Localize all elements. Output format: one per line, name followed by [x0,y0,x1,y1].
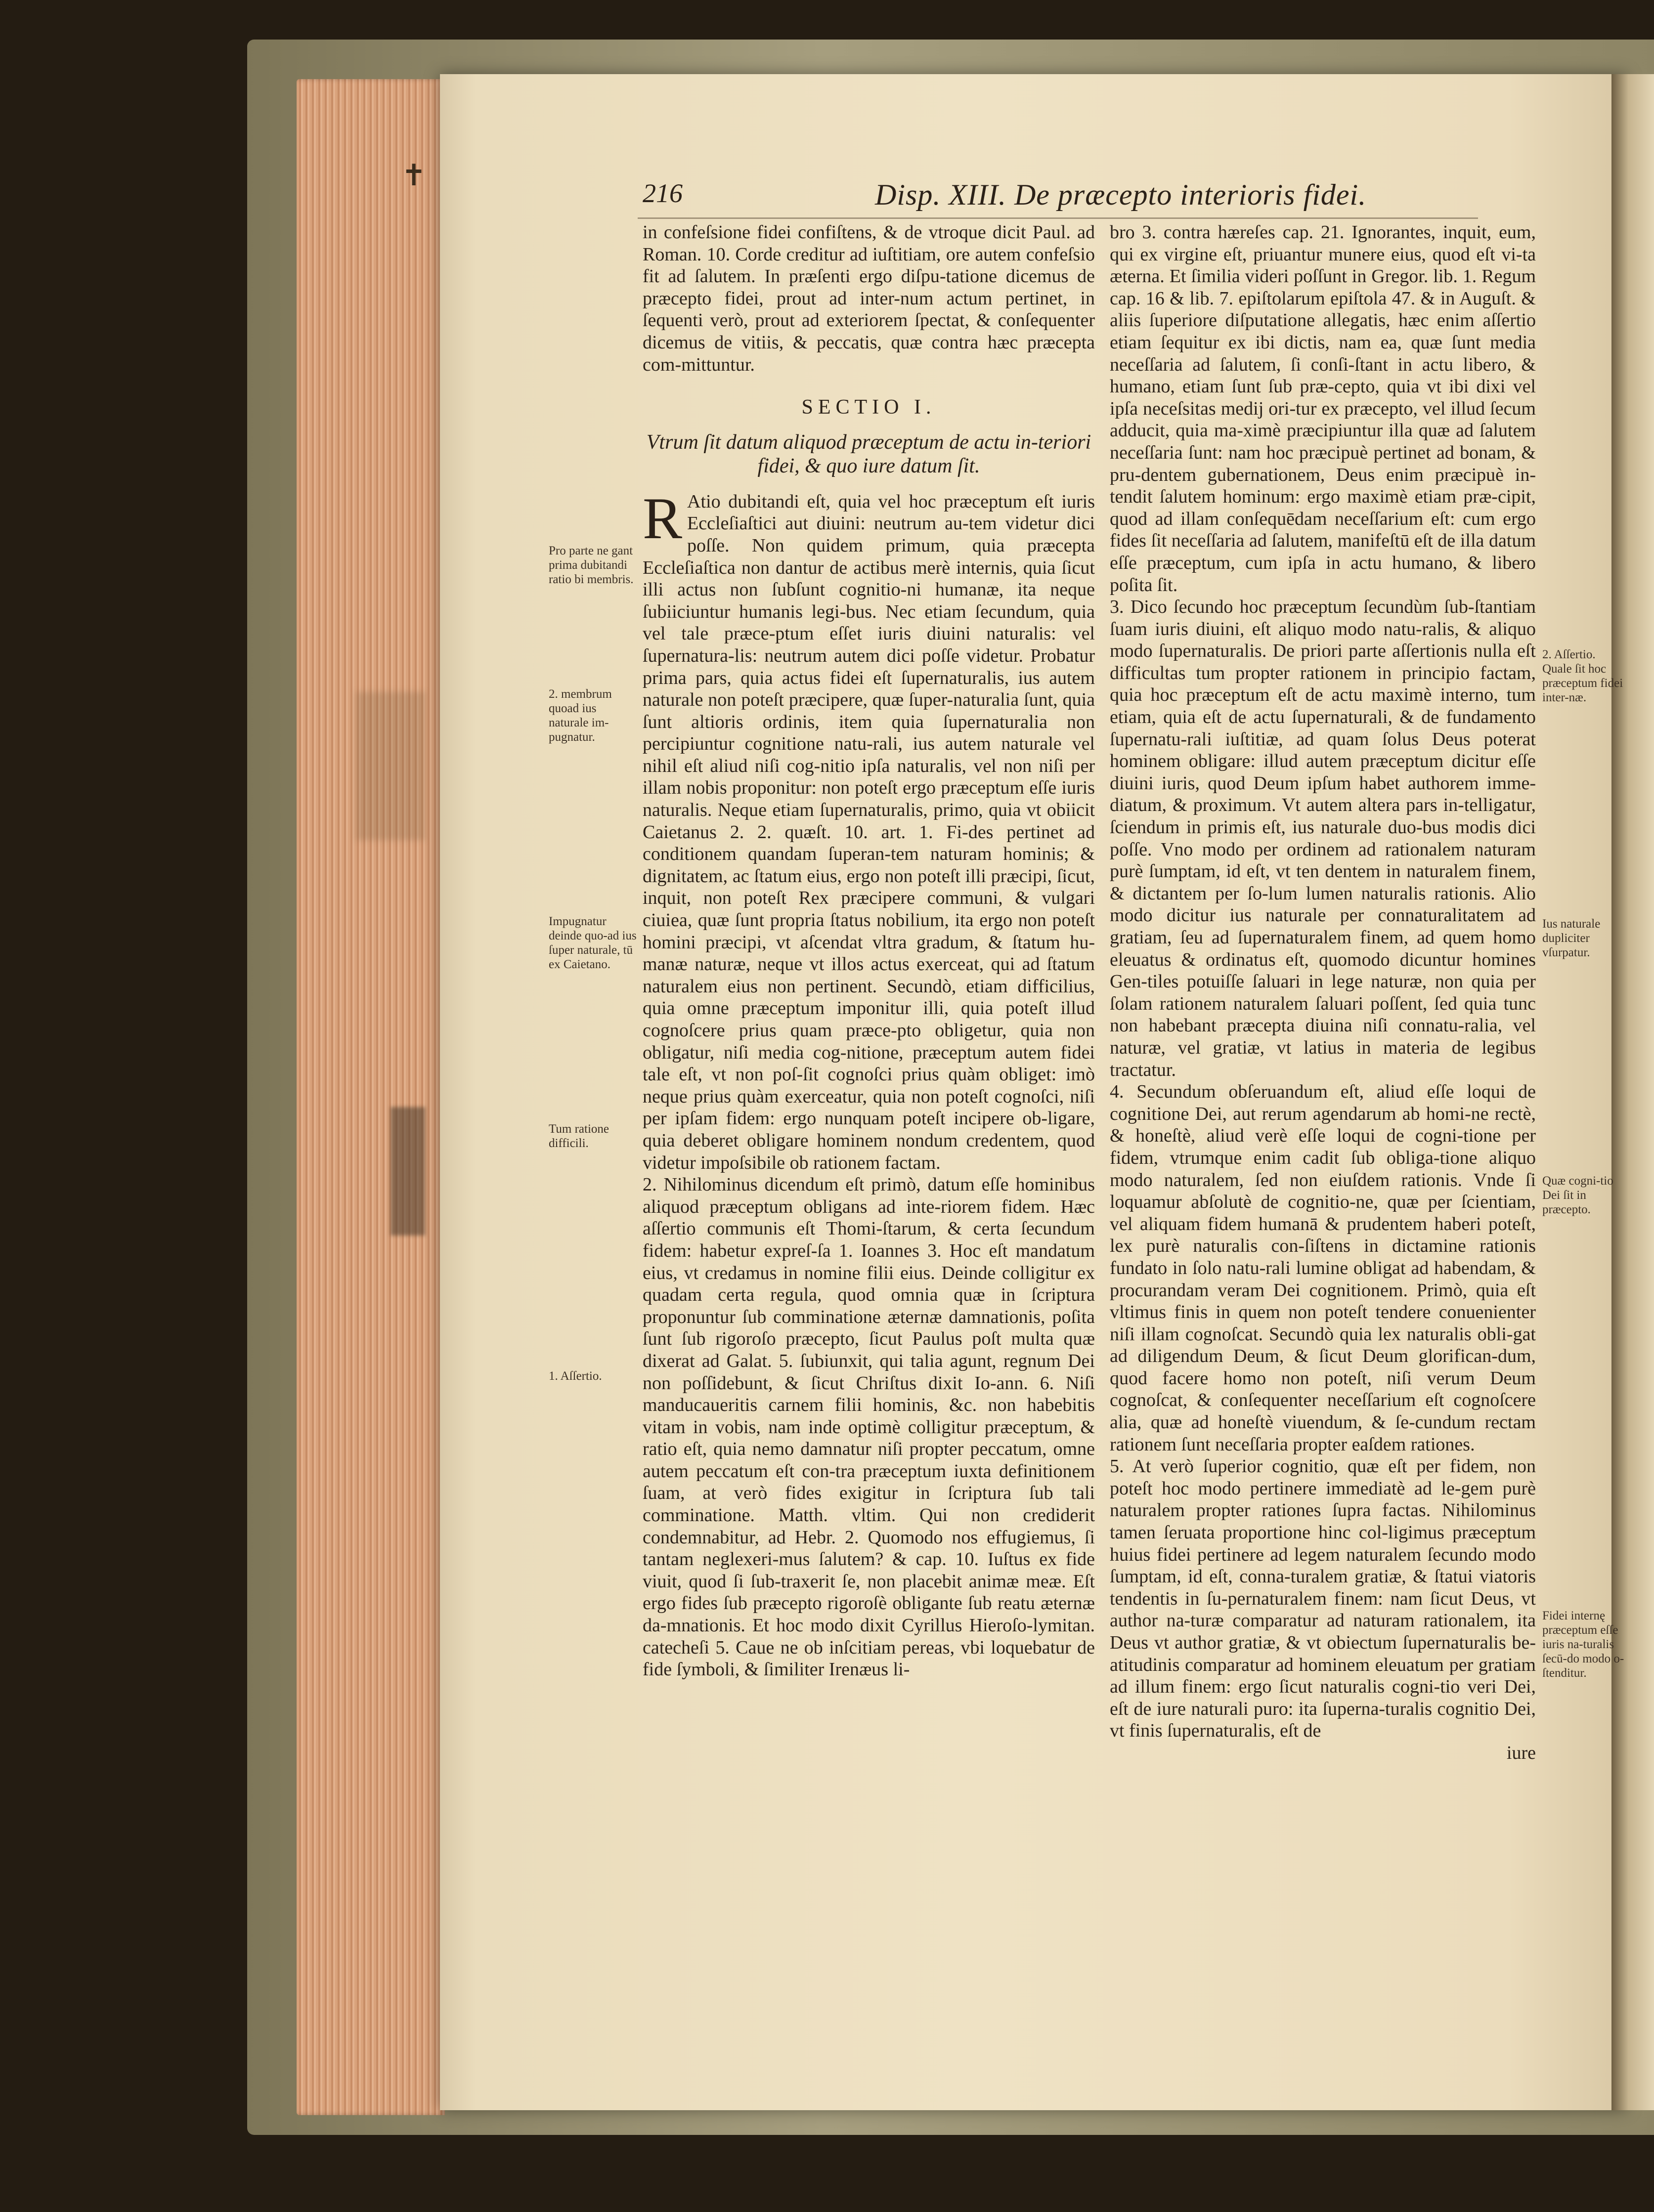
paragraph-continued: bro 3. contra hæreſes cap. 21. Ignorantes, inquit, eum, qui ex virgine eſt, priuantur munere eius, quod eſt vi-ta æterna. Et ſimilia videri poſſunt in Gregor. lib. 1. Regum cap. 16 & lib. 7. epiſtolarum epiſtola 47. & in Auguſt. & aliis ſuperiore diſputatione allegatis, hæc enim aſſertio etiam ſequitur ex ibi dictis, nam ea, quæ ſunt media neceſſaria ad ſalutem, ſi conſi-ſtant in actu libero, & humano, etiam ſunt ſub præ-cepto, quia vt ibi dixi vel ipſa neceſsitas medij ori-tur ex præcepto, vel illud ſecum adducit, quia ma-ximè præcipiuntur illa quæ ad ſalutem neceſſaria ſunt: nam hoc præcipuè pertinet ad bonam, & pru-dentem gubernationem, Deus enim præcipuè in-tendit ſalutem hominum: ergo maximè etiam præ-cipit, quod ad illam conſequēdam neceſſarium eſt: cum ergo fides ſit neceſſaria ad ſalutem, manifeſtū eſt de illa datum eſſe præceptum, cum ipſa in actu humano, & libero poſita ſit. [1110,222,1536,596]
text-column-right [1110,221,1536,1764]
cover-mark-icon: ✝ [401,159,427,192]
paper-stain [356,692,425,840]
paragraph-4: 4. Secundum obſeruandum eſt, aliud eſſe loqui de cognitione Dei, aut rerum agendarum ab homi-ne rectè, & honeſtè, aliud verè eſſe loqui de cogni-tione per fidem, vtrumque enim cadit ſub obliga-tione aliquo modo naturalem, ſed non eiuſdem rationis. Vnde ſi loquamur abſolutè de cognitio-ne, quæ per ſcientiam, vel aliquam fidem humanā & prudentem haberi poteſt, lex purè naturalis con-ſiſtens in dictamine rationis fundato in ſolo natu-rali lumine obligat ad habendam, & procurandam veram Dei cognitionem. Primò, quia eſt vltimus finis in quem non poteſt tendere conuenienter niſi illam cognoſcat. Secundò quia lex naturalis obli-gat ad diligendum Deum, & ſicut Deum glorifican-dum, quod facere homo non poteſt, niſi verum Deum cognoſcat, & conſequenter neceſſarium eſt cognoſcere alia, quæ ad honeſtè viuendum, & ſe-cundum rectam rationem ſunt neceſſaria propter eaſdem rationes. [1110,1081,1536,1455]
paper-stain-dark [391,1107,425,1235]
drop-cap: R [643,485,683,551]
section-heading: SECTIO I. [801,396,936,419]
running-title: Disp. XIII. De præcepto interioris fidei. [875,178,1367,211]
page-edges [297,79,445,2115]
paragraph-5: 5. At verò ſuperior cognitio, quæ eſt per fidem, non poteſt hoc modo pertinere immediatè ad le-gem purè naturalem propter rationes ſupra factas. Nihilominus tamen ſeruata proportione hinc col-ligimus præceptum huius fidei pertinere ad legem naturalem ſecundo modo ſumptam, id eſt, conna-turalem gratiæ, & ſtatui viatoris tendentis in ſu-pernaturalem finem: nam ſicut Deus, vt author na-turæ comparatur ad naturam rationalem, ita Deus vt author gratiæ, & vt obiectum ſupernaturalis be-atitudinis comparatur ad hominem eleuatum per gratiam ad illum finem: ergo ſicut naturalis cogni-tio veri Dei, eſt de iure naturali puro: ita ſuperna-turalis cognitio Dei, vt finis ſupernaturalis, eſt de [1110,1456,1536,1742]
margin-note-right: Fidei internę præceptum eſſe iuris na-turalis ſecū-do modo o-ſtenditur. [1542,1609,1624,1680]
paragraph-text: Atio dubitandi eſt, quia vel hoc præceptum eſt iuris Eccleſiaſtici aut diuini: neutrum au-tem videtur dici poſſe. Non quidem primum, quia præcepta Eccleſiaſtica non dantur de actibus merè internis, quia ſicut illi actus non ſubſunt cognitio-ni humanæ, ita neque ſubiiciuntur humanis legi-bus. Nec etiam ſecundum, quia vel tale præce-ptum eſſet iuris diuini naturalis: vel ſupernatura-lis: neutrum autem dici poſſe videtur. Probatur prima pars, quia actus fidei eſt ſupernaturalis, ius autem naturale non poteſt præcipere, quæ ſuper-naturalia ſunt, quia ſunt altioris ordinis, item quia ſupernaturalia non percipiuntur cognitione natu-rali, ius autem naturale vel nihil eſt aliud niſi cog-nitio ipſa naturalis, vel non niſi per illam nobis proponitur: non poteſt ergo præceptum eſſe iuris naturalis. Neque etiam ſupernaturalis, primo, quia vt obiicit Caietanus 2. 2. quæſt. 10. art. 1. Fi-des pertinet ad conditionem quandam ſuperan-tem naturam hominis; & dignitatem, ac ſtatum eius, ergo non poteſt illi præcipi, ſicut, inquit, non poteſt Rex præcipere communi, & vulgari ciuiea, quæ ſunt propria ſtatus nobilium, ita ergo non poteſt homini præcipi, vt aſcendat vltra gradum, & ſtatum hu-manæ naturæ, neque vt illos actus exerceat, qui ad ſtatum naturalem eius non pertinent. Secundò, etiam difficilius, quia omne præceptum imponitur illi, quia poteſt illud cognoſcere prius quam præce-pto obligetur, quia non obligatur, niſi media cog-nitione, præceptum autem fidei tale eſt, vt non poſ-ſit cognoſci prius quàm obliget: imò neque prius quàm exerceatur, quia non poteſt cognoſci, niſi per ipſam fidem: ergo nunquam poteſt incipere ob-ligare, quia deberet obligare hominem nondum credentem, quod videtur impoſsibile ob rationem factam. [643,491,1095,1173]
page-number: 216 [643,178,683,208]
text-column-left [643,221,1095,1681]
catchword: iure [1506,1742,1536,1763]
margin-note-right: Ius naturale dupliciter vſurpatur. [1542,917,1601,959]
header-rule [638,217,1478,219]
margin-note-left: Tum ratione difficili. [549,1122,609,1150]
paragraph-3: 3. Dico ſecundo hoc præceptum ſecundùm ſub-ſtantiam ſuam iuris diuini, eſt aliquo modo natu-ralis, & aliquo modo ſupernaturalis. De priori parte aſſertionis nulla eſt difficultas tum propter rationem in principio factam, quia hoc præceptum eſt de actu maximè interno, tum etiam, quia eſt de actu ſupernaturali, & de fundamento ſupernatu-rali iuſtitiæ, ad quam ſolus Deus poterat hominem obligare: illud autem præceptum dicitur eſſe diuini iuris, quod Deum ipſum habet authorem imme-diatum, & proximum. Vt autem altera pars in-telligatur, ſciendum in primis eſt, ius naturale duo-bus modis dici poſſe. Vno modo per ordinem ad rationalem naturam purè ſumptam, id eſt, vt ten dentem in naturalem finem, & dictantem per ſo-lum lumen naturalis rationis. Alio modo dicitur ius naturale per connaturalitatem ad gratiam, ſeu ad ſupernaturalem finem, ad quem homo eleuatus & ordinatus eſt, quomodo dicuntur homines Gen-tiles potuiſſe ſaluari in lege naturæ, non quia per ſolam rationem naturalem ſaluari poſſent, ſed quia tunc non habebant præcepta diuina niſi connatu-ralia, vel naturæ, vel gratiæ, vt latius in materia de legibus tractatur. [1110,596,1536,1080]
margin-note-right: Quæ cogni-tio Dei ſit in præcepto. [1542,1174,1613,1216]
margin-note-left: Pro parte ne gant prima dubitandi ratio bi membris. [549,544,634,586]
margin-note-left: Impugnatur deinde quo-ad ius ſuper naturale, tū ex Caietano. [549,915,637,971]
margin-note-left: 2. membrum quoad ius naturale im-pugnatur. [549,687,612,744]
paragraph-ratio-dubitandi [643,485,1095,1174]
paragraph-2: 2. Nihilominus dicendum eſt primò, datum eſſe hominibus aliquod præceptum obligans ad inte-riorem fidem. Hæc aſſertio communis eſt Thomi-ſtarum, & certa ſecundum fidem: habetur expreſ-ſa 1. Ioannes 3. Hoc eſt mandatum eius, vt credamus in nomine filii eius. Deinde colligitur ex quadam certa regula, quod omnia quæ in ſcriptura proponuntur ſub comminatione æternæ damnationis, poſita ſunt ſub rigoroſo præcepto, ſicut Paulus poſt multa quæ dixerat ad Galat. 5. ſubiunxit, qui talia agunt, regnum Dei non poſſidebunt, & ſicut Chriſtus dixit Io-ann. 6. Niſi manducaueritis carnem filii hominis, &c. non habebitis vitam in vobis, nam inde optimè colligitur præceptum, & ratio eſt, quia nemo damnatur niſi propter peccatum, omne autem peccatum eſt con-tra præceptum iuxta definitionem ſuam, at verò fides exigitur in ſcriptura ſub tali comminatione. Matth. vltim. Qui non crediderit condemnabitur, ad Hebr. 2. Quomodo nos effugiemus, ſi tantam neglexeri-mus ſalutem? & cap. 10. Iuſtus ex fide viuit, quod ſi ſub-traxerit ſe, non placebit animæ meæ. Eſt ergo fides ſub præcepto rigoroſè obligante ſub reatu æternæ da-mnationis. Et hoc modo dixit Cyrillus Hieroſo-lymitan. catecheſi 5. Caue ne ob inſcitiam pereas, vbi loquebatur de fide ſymboli, & ſimiliter Irenæus li- [643,1174,1095,1680]
intro-paragraph: in confeſsione fidei confiſtens, & de vtroque dicit Paul. ad Roman. 10. Corde creditur ad iuſtitiam, ore autem confeſsio fit ad ſalutem. In præſenti ergo diſpu-tatione dicemus de præcepto fidei, prout ad inter-num actum pertinet, in ſequenti verò, prout ad exteriorem ſpectat, & conſequenter dicemus de vitiis, & peccatis, quæ contra hæc præcepta com-mittuntur. [643,222,1095,375]
margin-note-left: 1. Aſſertio. [549,1369,602,1383]
margin-note-right: 2. Aſſertio. Quale ſit hoc præceptum fidei inter-næ. [1542,648,1623,704]
section-question: Vtrum ſit datum aliquod præceptum de actu in-teriori fidei, & quo iure datum ſit. [646,430,1091,477]
facing-page-edge [1611,74,1654,2110]
